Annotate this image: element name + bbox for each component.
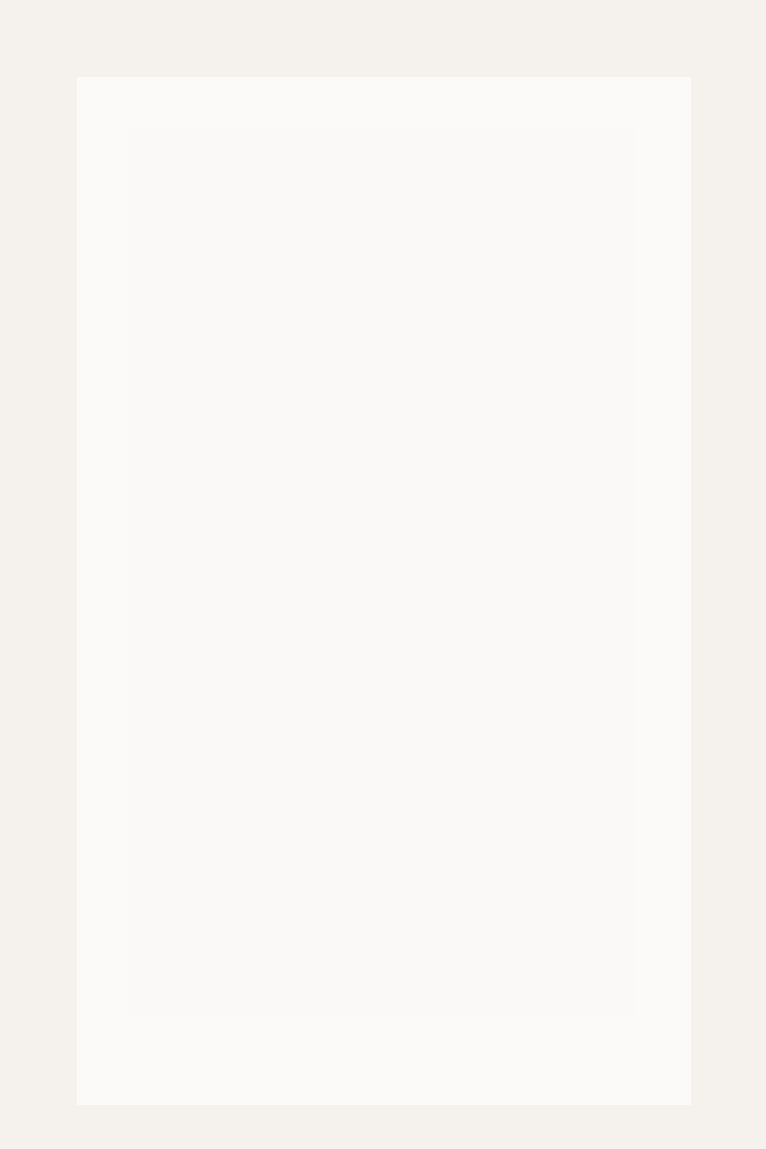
- prayer-card: [77, 77, 691, 1105]
